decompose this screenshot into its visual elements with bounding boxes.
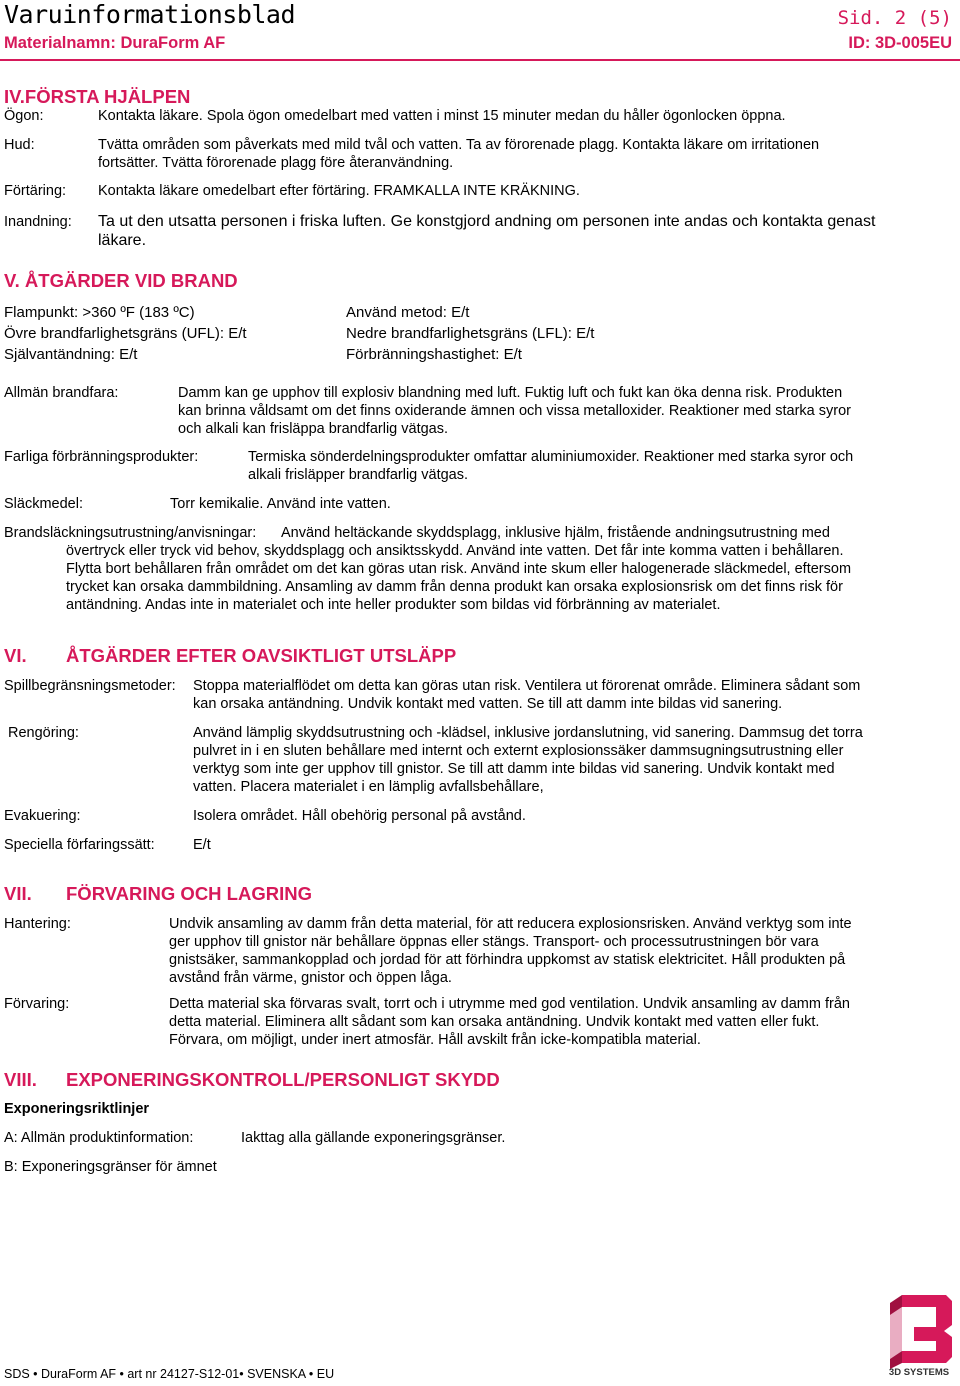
handling-text <box>169 915 852 987</box>
header-divider <box>0 59 960 61</box>
section-6-title: ÅTGÄRDER EFTER OAVSIKTLIGT UTSLÄPP <box>66 645 457 666</box>
section-7-number: VII. <box>4 883 32 904</box>
hazard-line: och alkali kan frisläppa brandfarlig vätgas. <box>178 421 449 437</box>
cleanup-line: Använd lämplig skyddsutrustning och -klädsel, inklusive jordanslutning, vid sanering. Dammsug det torra <box>193 725 863 741</box>
equipment-line: trycket kan orsaka dammbildning. Ansamling av damm från denna produkt kan orsaka explosionsrisk om det finns risk för <box>66 579 843 595</box>
combustion-products-text <box>248 448 853 484</box>
footer-text: SDS • DuraForm AF • art nr 24127-S12-01• SVENSKA • EU <box>4 1367 335 1381</box>
fire-left-column <box>4 302 247 365</box>
page-number: Sid. 2 (5) <box>837 7 952 29</box>
section-6-number: VI. <box>4 645 27 666</box>
special-procedures-text: E/t <box>193 837 211 853</box>
spill-methods-first-line: Stoppa materialflödet om detta kan göras utan risk. Ventilera ut förorenat område. Eliminera sådant som <box>193 678 861 694</box>
section-4-title: IV.FÖRSTA HJÄLPEN <box>4 86 191 107</box>
special-procedures-label: Speciella förfaringssätt: <box>4 837 155 853</box>
cleanup-label: Rengöring: <box>8 725 79 741</box>
burn-rate: Förbränningshastighet: E/t <box>346 346 522 363</box>
hazard-line: Damm kan ge upphov till explosiv blandning med luft. Fuktig luft och fukt kan öka denna risk. Produkten <box>178 385 843 401</box>
storage-line: Detta material ska förvaras svalt, torrt och i utrymme med god ventilation. Undvik ansamling av damm från <box>169 996 850 1012</box>
spill-methods-label: Spillbegränsningsmetoder: <box>4 678 176 694</box>
logo-side-shade <box>890 1307 902 1359</box>
general-product-info-text: Iakttag alla gällande exponeringsgränser. <box>241 1130 506 1146</box>
logo-numeral-shape <box>902 1295 952 1363</box>
firefighting-equipment-text <box>66 542 851 614</box>
equipment-line: Flytta bort behållaren från området om det kan göras utan risk. Använd inte skum eller halogenerade släckmedel, eftersom <box>66 561 852 577</box>
handling-label: Hantering: <box>4 916 71 932</box>
storage-text <box>169 995 850 1049</box>
flash-point: Flampunkt: >360 ºF (183 ºC) <box>4 304 195 321</box>
ingestion-label: Förtäring: <box>4 183 67 199</box>
spill-methods-line: kan orsaka antändning. Undvik kontakt med vatten. Se till att damm inte bildas vid sanering. <box>193 696 783 712</box>
document-title: Varuinformationsblad <box>4 0 296 29</box>
handling-line: avstånd från värme, gnistor och öppen låga. <box>169 970 452 986</box>
eyes-text: Kontakta läkare. Spola ögon omedelbart med vatten i minst 15 minuter medan du håller ögonlocken öppna. <box>98 108 786 124</box>
document-id: ID: 3D-005EU <box>848 34 952 52</box>
combustion-products-label: Farliga förbränningsprodukter: <box>4 449 199 465</box>
storage-line: Förvara, om möjligt, under inert atmosfär. Håll avskilt från icke-kompatibla material. <box>169 1032 701 1048</box>
evacuation-label: Evakuering: <box>4 808 81 824</box>
general-fire-hazard-text <box>178 384 851 438</box>
cleanup-text <box>193 724 863 796</box>
handling-line: ger upphov till gnistor när behållare öppnas eller stängs. Transport- och processutrustningen bör vara <box>169 934 819 950</box>
extinguishing-media-label: Släckmedel: <box>4 496 83 512</box>
exposure-limits-label: B: Exponeringsgränser för ämnet <box>4 1159 217 1175</box>
inhalation-text-line: Ta ut den utsatta personen i friska luften. Ge konstgjord andning om personen inte andas och kontakta genast <box>98 213 876 230</box>
inhalation-label: Inandning: <box>4 214 72 230</box>
handling-line: Undvik ansamling av damm från detta material, för att reducera explosionsrisken. Använd verktyg som inte <box>169 916 852 932</box>
firefighting-equipment-first-line: Använd heltäckande skyddsplagg, inklusive hjälm, fristående andningsutrustning med <box>281 525 830 541</box>
evacuation-text: Isolera området. Håll obehörig personal på avstånd. <box>193 808 526 824</box>
section-8-title: EXPONERINGSKONTROLL/PERSONLIGT SKYDD <box>66 1069 500 1090</box>
section-7-title: FÖRVARING OCH LAGRING <box>66 883 312 904</box>
storage-line: detta material. Eliminera allt sådant som kan orsaka antändning. Undvik kontakt med vatten eller fukt. <box>169 1014 820 1030</box>
skin-text-line: fortsätter. Tvätta förorenade plagg före återanvändning. <box>98 155 454 171</box>
firefighting-equipment-label: Brandsläckningsutrustning/anvisningar: <box>4 525 257 541</box>
equipment-line: övertryck eller tryck vid behov, skyddsplagg och ansiktsskydd. Använd inte vatten. Det får inte komma vatten i behållaren. <box>66 543 844 559</box>
storage-label: Förvaring: <box>4 996 70 1012</box>
general-fire-hazard-label: Allmän brandfara: <box>4 385 119 401</box>
lower-flammability-limit: Nedre brandfarlighetsgräns (LFL): E/t <box>346 325 595 342</box>
3d-systems-logo-icon <box>880 1291 958 1381</box>
products-line: Termiska sönderdelningsprodukter omfattar aluminiumoxider. Reaktioner med starka syror och <box>248 449 854 465</box>
skin-text-line: Tvätta områden som påverkats med mild tvål och vatten. Ta av förorenade plagg. Kontakta läkare om irritationen <box>98 137 820 153</box>
fire-right-column <box>346 302 594 365</box>
logo-wordmark: 3D SYSTEMS <box>888 1367 950 1378</box>
ingestion-text: Kontakta läkare omedelbart efter förtäring. FRAMKALLA INTE KRÄKNING. <box>98 183 580 199</box>
section-5-title: V. ÅTGÄRDER VID BRAND <box>4 270 238 291</box>
exposure-guidelines-heading: Exponeringsriktlinjer <box>4 1101 150 1117</box>
section-8-number: VIII. <box>4 1069 37 1090</box>
products-line: alkali frisläpper brandfarlig vätgas. <box>248 467 469 483</box>
eyes-label: Ögon: <box>4 108 44 124</box>
upper-flammability-limit: Övre brandfarlighetsgräns (UFL): E/t <box>4 325 247 342</box>
autoignition: Självantändning: E/t <box>4 346 138 363</box>
skin-label: Hud: <box>4 137 35 153</box>
cleanup-line: vatten. Placera materialet i en lämplig avfallsbehållare, <box>193 779 544 795</box>
equipment-line: antändning. Andas inte in materialet och inte heller produkter som bildas vid förbränning av materialet. <box>66 597 721 613</box>
inhalation-text-line: läkare. <box>98 232 147 249</box>
handling-line: gnistsäker, sammankopplad och jordad för att förhindra uppkomst av statisk elektricitet. Håll produkten på <box>169 952 846 968</box>
material-name: Materialnamn: DuraForm AF <box>4 34 226 52</box>
hazard-line: kan brinna våldsamt om det finns oxiderande ämnen och vissa metalloxider. Reaktioner med starka syror <box>178 403 851 419</box>
cleanup-line: verktyg som inte ger upphov till gnistor. Se till att damm inte bildas vid sanering. Undvik kontakt med <box>193 761 835 777</box>
method-used: Använd metod: E/t <box>346 304 470 321</box>
general-product-info-label: A: Allmän produktinformation: <box>4 1130 194 1146</box>
cleanup-line: pulvret in i en sluten behållare med internt och externt explosionssäker dammsugningsutrustning eller <box>193 743 844 759</box>
extinguishing-media-text: Torr kemikalie. Använd inte vatten. <box>170 496 391 512</box>
